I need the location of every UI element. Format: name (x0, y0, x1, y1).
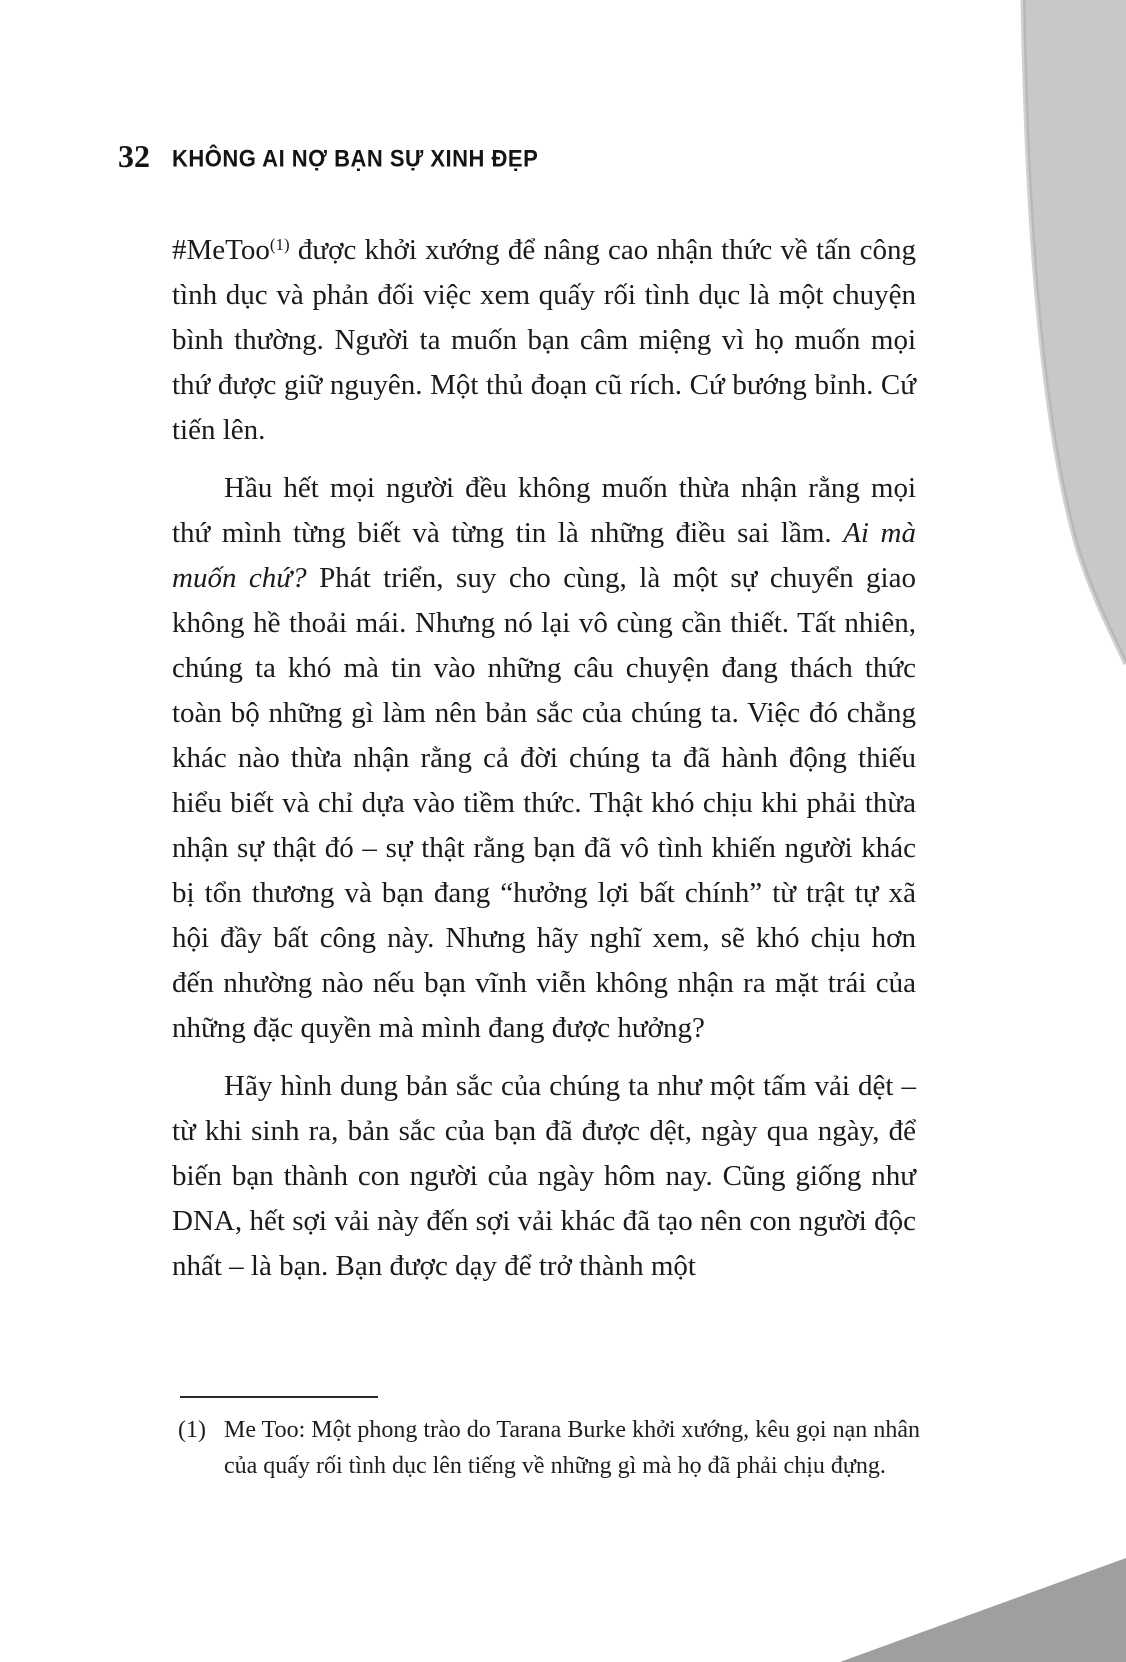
paragraph-metoo (172, 228, 916, 453)
body-text (172, 228, 916, 1302)
paragraph-admit-wrong (172, 466, 916, 1051)
footnote-marker: (1) (178, 1417, 206, 1443)
scan-edge-bottom-right (0, 1542, 1126, 1662)
footnote (172, 1412, 934, 1484)
paragraph-metoo-text: được khởi xướng để nâng cao nhận thức về tấn công tình dục và phản đối việc xem quấy rối tình dục là một chuyện bình thường. Người ta muốn bạn câm miệng vì họ muốn mọi thứ được giữ nguyên. Một thủ đoạn cũ rích. Cứ bướng bỉnh. Cứ tiến lên. (172, 234, 916, 446)
running-title: KHÔNG AI NỢ BẠN SỰ XINH ĐẸP (172, 144, 539, 172)
footnote-section (172, 1396, 934, 1484)
page-number: 32 (118, 138, 150, 174)
italic-phrase: Ai mà muốn chứ? (172, 517, 916, 594)
paragraph-admit-wrong-lead: Hầu hết mọi người đều không muốn thừa nhận rằng mọi thứ mình từng biết và từng tin là những điều sai lầm. (172, 472, 916, 549)
paragraph-admit-wrong-rest: Phát triển, suy cho cùng, là một sự chuyển giao không hề thoải mái. Nhưng nó lại vô cùng cần thiết. Tất nhiên, chúng ta khó mà tin vào những câu chuyện đang thách thức toàn bộ những gì làm nên bản sắc của chúng ta. Việc đó chẳng khác nào thừa nhận rằng cả đời chúng ta đã hành động thiếu hiểu biết và chỉ dựa vào tiềm thức. Thật khó chịu khi phải thừa nhận sự thật đó – sự thật rằng bạn đã vô tình khiến người khác bị tổn thương và bạn đang “hưởng lợi bất chính” từ trật tự xã hội đầy bất công này. Nhưng hãy nghĩ xem, sẽ khó chịu hơn đến nhường nào nếu bạn vĩnh viễn không nhận ra mặt trái của những đặc quyền mà mình đang được hưởng? (172, 562, 916, 1044)
footnote-divider (180, 1396, 378, 1398)
hashtag-metoo: #MeToo (172, 234, 270, 266)
paragraph-identity-fabric: Hãy hình dung bản sắc của chúng ta như một tấm vải dệt – từ khi sinh ra, bản sắc của bạn đã được dệt, ngày qua ngày, để biến bạn thành con người của ngày hôm nay. Cũng giống như DNA, hết sợi vải này đến sợi vải khác đã tạo nên con người độc nhất – là bạn. Bạn được dạy để trở thành một (172, 1070, 916, 1282)
page-header (118, 138, 538, 175)
footnote-reference: (1) (269, 235, 290, 254)
footnote-text: Me Too: Một phong trào do Tarana Burke khởi xướng, kêu gọi nạn nhân của quấy rối tình dục lên tiếng về những gì mà họ đã phải chịu đựng. (224, 1417, 920, 1479)
